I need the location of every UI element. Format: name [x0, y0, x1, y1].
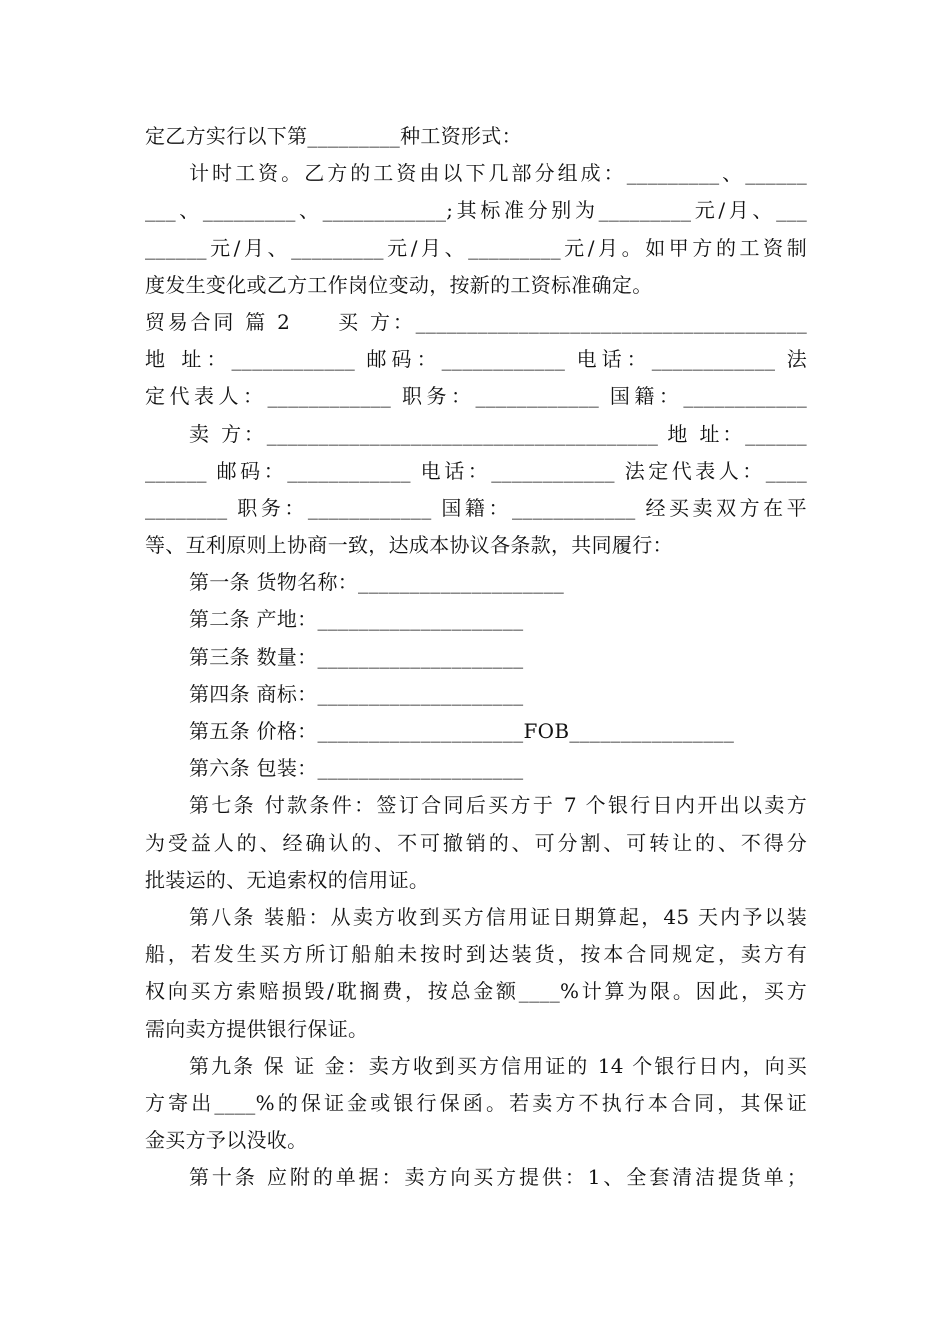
text-line: 度发生变化或乙方工作岗位变动，按新的工资标准确定。: [145, 272, 653, 297]
clause-line: 第十条 应附的单据：卖方向买方提供：1、全套清洁提货单；: [189, 1165, 807, 1190]
text-line: ___、_________、____________;其标准分别为_________元/月、___: [145, 198, 807, 223]
clause-line: 第六条 包装：____________________: [189, 756, 524, 781]
text-line: ______ 邮码：____________ 电话：____________ 法定代表人：____: [145, 458, 807, 483]
text-line: 卖 方：______________________________________ 地 址：______: [189, 421, 807, 446]
clause-line: 第三条 数量：____________________: [189, 644, 524, 669]
text-line: 定乙方实行以下第_________种工资形式：: [145, 124, 522, 148]
text-line: 金买方予以没收。: [145, 1128, 308, 1153]
text-line: 地 址：____________ 邮码：____________ 电话：____________ 法: [145, 347, 807, 372]
clause-line: 第五条 价格：____________________FOB________________: [189, 719, 735, 743]
text-line: 等、互利原则上协商一致，达成本协议各条款，共同履行：: [145, 533, 673, 558]
clause-line: 第一条 货物名称：____________________: [189, 570, 565, 595]
text-line: 计时工资。乙方的工资由以下几部分组成：_________、______: [189, 161, 807, 186]
text-line: 需向卖方提供银行保证。: [145, 1016, 369, 1041]
document-page: [145, 118, 807, 1196]
clause-line: 第八条 装船：从卖方收到买方信用证日期算起，45 天内予以装: [189, 904, 807, 929]
text-line: 权向买方索赔损毁/耽搁费，按总金额____%计算为限。因此，买方: [145, 979, 807, 1004]
text-line: 批装运的、无追索权的信用证。: [145, 867, 430, 892]
text-line: ______元/月、_________元/月、_________元/月。如甲方的工资制: [145, 235, 807, 260]
text-line: 船，若发生买方所订船舶未按时到达装货，按本合同规定，卖方有: [145, 942, 807, 967]
clause-line: 第七条 付款条件：签订合同后买方于 7 个银行日内开出以卖方: [189, 793, 807, 818]
clause-line: 第九条 保 证 金：卖方收到买方信用证的 14 个银行日内，向买: [189, 1053, 807, 1078]
text-line: 方寄出____%的保证金或银行保函。若卖方不执行本合同，其保证: [145, 1090, 807, 1115]
clause-line: 第二条 产地：____________________: [189, 607, 524, 632]
text-line: ________ 职务：____________ 国籍：____________ 经买卖双方在平: [145, 495, 807, 520]
clause-line: 第四条 商标：____________________: [189, 681, 524, 706]
section-heading-line: 贸易合同 篇 2 买 方：______________________________________: [145, 309, 807, 334]
text-line: 定代表人：____________ 职务：____________ 国籍：____________: [145, 384, 807, 409]
text-line: 为受益人的、经确认的、不可撤销的、可分割、可转让的、不得分: [145, 830, 807, 855]
